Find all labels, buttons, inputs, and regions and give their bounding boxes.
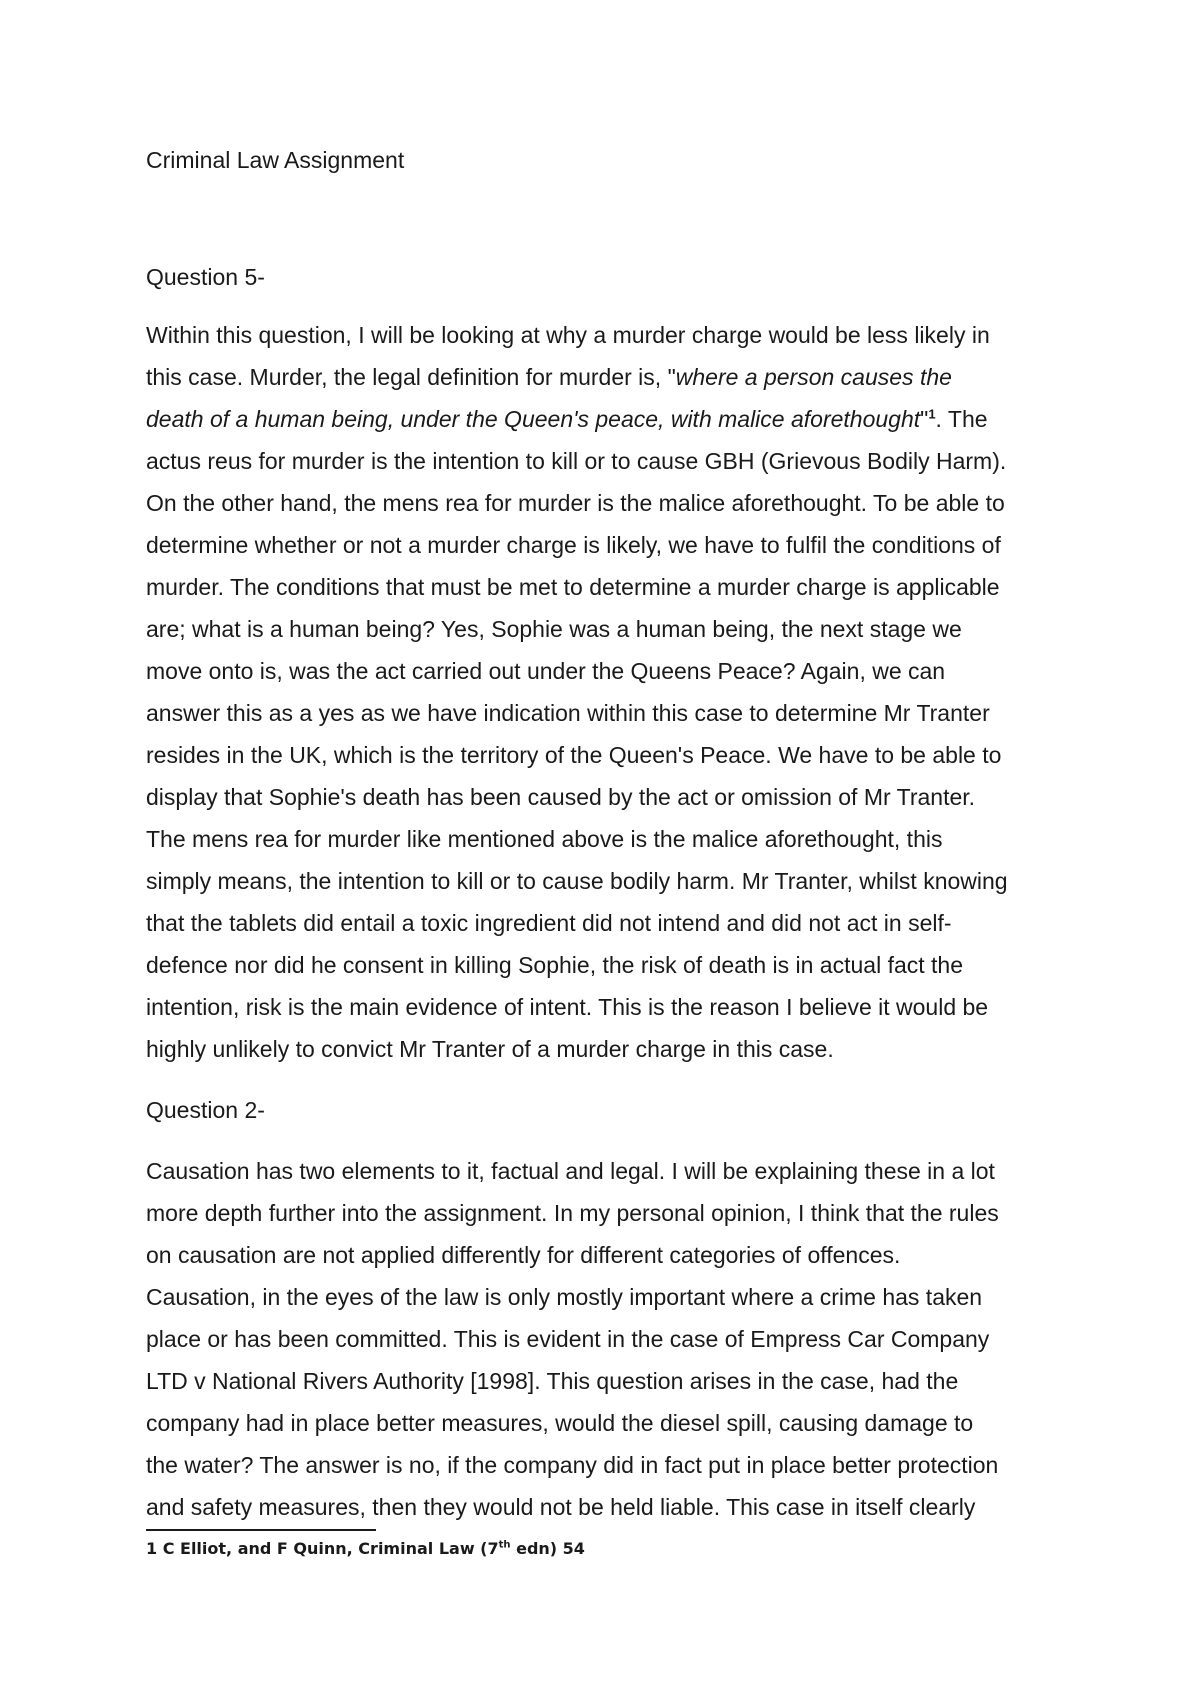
paragraph-line: place or has been committed. This is evident in the case of Empress Car Company	[146, 1326, 990, 1352]
document-title: Criminal Law Assignment	[146, 147, 405, 173]
paragraph-line: on causation are not applied differently for different categories of offences.	[146, 1242, 901, 1268]
paragraph-line: move onto is, was the act carried out under the Queens Peace? Again, we can	[146, 658, 946, 684]
paragraph-line: more depth further into the assignment. In my personal opinion, I think that the rules	[146, 1200, 999, 1226]
paragraph-line: that the tablets did entail a toxic ingredient did not intend and did not act in self-	[146, 910, 952, 936]
paragraph-line: Causation has two elements to it, factual and legal. I will be explaining these in a lot	[146, 1158, 995, 1184]
paragraph-line: intention, risk is the main evidence of intent. This is the reason I believe it would be	[146, 994, 989, 1020]
question-5-heading: Question 5-	[146, 264, 265, 290]
paragraph-line: display that Sophie's death has been caused by the act or omission of Mr Tranter.	[146, 784, 976, 810]
murder-definition-quote: where a person causes the	[675, 364, 952, 390]
paragraph-line: and safety measures, then they would not be held liable. This case in itself clearly	[146, 1494, 976, 1520]
question-2-heading: Question 2-	[146, 1097, 265, 1123]
question-5-answer	[146, 314, 1066, 1070]
paragraph-line: the water? The answer is no, if the company did in fact put in place better protection	[146, 1452, 999, 1478]
paragraph-line: LTD v National Rivers Authority [1998]. This question arises in the case, had the	[146, 1368, 959, 1394]
paragraph-line: resides in the UK, which is the territory of the Queen's Peace. We have to be able to	[146, 742, 1002, 768]
question-2-answer	[146, 1150, 1066, 1528]
paragraph-line: Within this question, I will be looking at why a murder charge would be less likely in	[146, 322, 990, 348]
paragraph-line: determine whether or not a murder charge is likely, we have to fulfil the conditions of	[146, 532, 1001, 558]
paragraph-line: company had in place better measures, would the diesel spill, causing damage to	[146, 1410, 974, 1436]
paragraph-line: actus reus for murder is the intention to kill or to cause GBH (Grievous Bodily Harm).	[146, 448, 1007, 474]
paragraph-line: On the other hand, the mens rea for murder is the malice aforethought. To be able to	[146, 490, 1005, 516]
paragraph-line: Causation, in the eyes of the law is only mostly important where a crime has taken	[146, 1284, 983, 1310]
paragraph-line: simply means, the intention to kill or to cause bodily harm. Mr Tranter, whilst knowing	[146, 868, 1008, 894]
paragraph-line: highly unlikely to convict Mr Tranter of a murder charge in this case.	[146, 1036, 834, 1062]
paragraph-line: defence nor did he consent in killing Sophie, the risk of death is in actual fact the	[146, 952, 964, 978]
paragraph-line: death of a human being, under the Queen's peace, with malice aforethought"$^1$. The	[146, 406, 988, 432]
murder-definition-quote: death of a human being, under the Queen's peace, with malice aforethought	[146, 406, 921, 432]
paragraph-line: murder. The conditions that must be met to determine a murder charge is applicable	[146, 574, 1000, 600]
footnote-separator	[146, 1529, 376, 1531]
footnote-reference: 1	[928, 406, 936, 422]
paragraph-line: are; what is a human being? Yes, Sophie was a human being, the next stage we	[146, 616, 962, 642]
paragraph-line: The mens rea for murder like mentioned above is the malice aforethought, this	[146, 826, 943, 852]
footnote-superscript: th	[498, 1539, 511, 1551]
paragraph-line: this case. Murder, the legal definition for murder is, "where a person causes the	[146, 364, 952, 390]
paragraph-line: answer this as a yes as we have indication within this case to determine Mr Tranter	[146, 700, 990, 726]
footnote: 1 C Elliot, and F Quinn, Criminal Law (7th edn) 54	[146, 1539, 585, 1558]
